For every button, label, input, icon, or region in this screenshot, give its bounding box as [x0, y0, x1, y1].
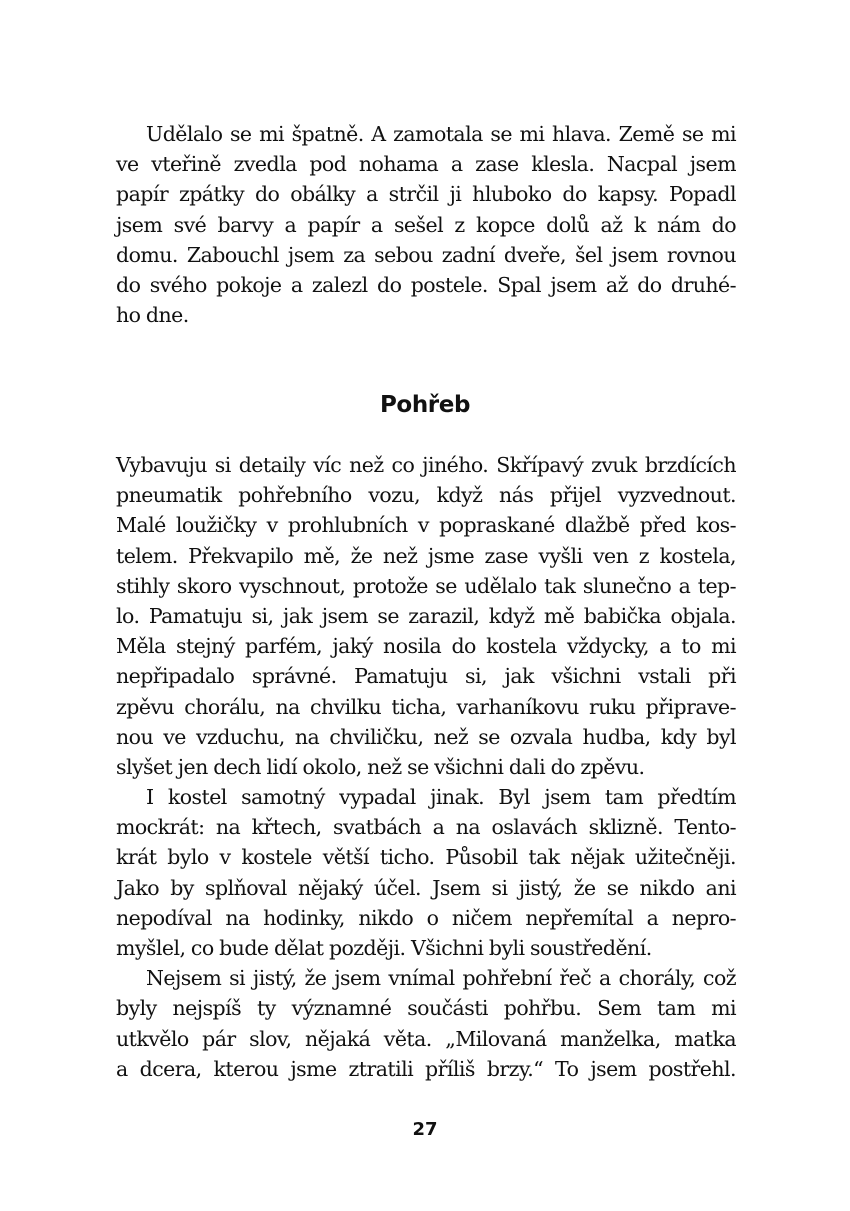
text-line: byly nejspíš ty významné součásti pohřbu. Sem tam mi — [116, 996, 736, 1021]
text-line: nepřipadalo správné. Pamatuju si, jak všichni vstali při — [116, 664, 736, 689]
text-line: a dcera, kterou jsme ztratili příliš brzy.“ To jsem postřehl. — [116, 1056, 736, 1081]
text-line: Malé loužičky v prohlubních v popraskané dlažbě před kos- — [116, 513, 736, 538]
chapter-body — [116, 450, 736, 1084]
text-line: nepodíval na hodinky, nikdo o ničem nepřemítal a nepro- — [116, 905, 736, 930]
text-line: mockrát: na křtech, svatbách a na oslavách sklizně. Tento- — [116, 815, 736, 840]
text-line: ve vteřině zvedla pod nohama a zase klesla. Nacpal jsem — [116, 152, 736, 177]
text-line: I kostel samotný vypadal jinak. Byl jsem tam předtím — [146, 785, 736, 810]
text-line: ho dne. — [116, 303, 189, 328]
text-line: Nejsem si jistý, že jsem vnímal pohřební řeč a chorály, což — [146, 966, 736, 991]
text-line: slyšet jen dech lidí okolo, než se všichni dali do zpěvu. — [116, 754, 645, 779]
text-line: Měla stejný parfém, jaký nosila do kostela vždycky, a to mi — [116, 634, 736, 659]
text-line: zpěvu chorálu, na chvilku ticha, varhaníkovu ruku připrave- — [116, 694, 736, 719]
text-line: nou ve vzduchu, na chviličku, než se ozvala hudba, kdy byl — [116, 724, 736, 749]
text-line: lo. Pamatuju si, jak jsem se zarazil, když mě babička objala. — [116, 603, 736, 628]
text-line: stihly skoro vyschnout, protože se udělalo tak slunečno a tep- — [116, 573, 736, 598]
text-line: Vybavuju si detaily víc než co jiného. Skřípavý zvuk brzdících — [116, 453, 736, 477]
text-line: utkvělo pár slov, nějaká věta. „Milovaná manželka, matka — [116, 1026, 736, 1051]
text-line: jsem své barvy a papír a sešel z kopce dolů až k nám do — [116, 212, 736, 237]
text-line: papír zpátky do obálky a strčil ji hluboko do kapsy. Popadl — [116, 182, 736, 207]
text-line: telem. Překvapilo mě, že než jsme zase vyšli ven z kostela, — [116, 543, 736, 568]
section-end-paragraph — [116, 119, 736, 330]
text-line: Jako by splňoval nějaký účel. Jsem si jistý, že se nikdo ani — [116, 875, 736, 900]
text-line: do svého pokoje a zalezl do postele. Spal jsem až do druhé- — [116, 272, 736, 297]
page-number: 27 — [412, 1119, 438, 1140]
chapter-title: Pohřeb — [379, 392, 471, 418]
text-line: myšlel, co bude dělat později. Všichni byli soustředění. — [116, 936, 652, 960]
text-line: Udělalo se mi špatně. A zamotala se mi hlava. Země se mi — [146, 122, 736, 146]
text-line: pneumatik pohřebního vozu, když nás přijel vyzvednout. — [116, 483, 736, 508]
text-line: domu. Zabouchl jsem za sebou zadní dveře, šel jsem rovnou — [116, 242, 736, 267]
text-line: krát bylo v kostele větší ticho. Působil tak nějak užitečněji. — [116, 845, 736, 870]
